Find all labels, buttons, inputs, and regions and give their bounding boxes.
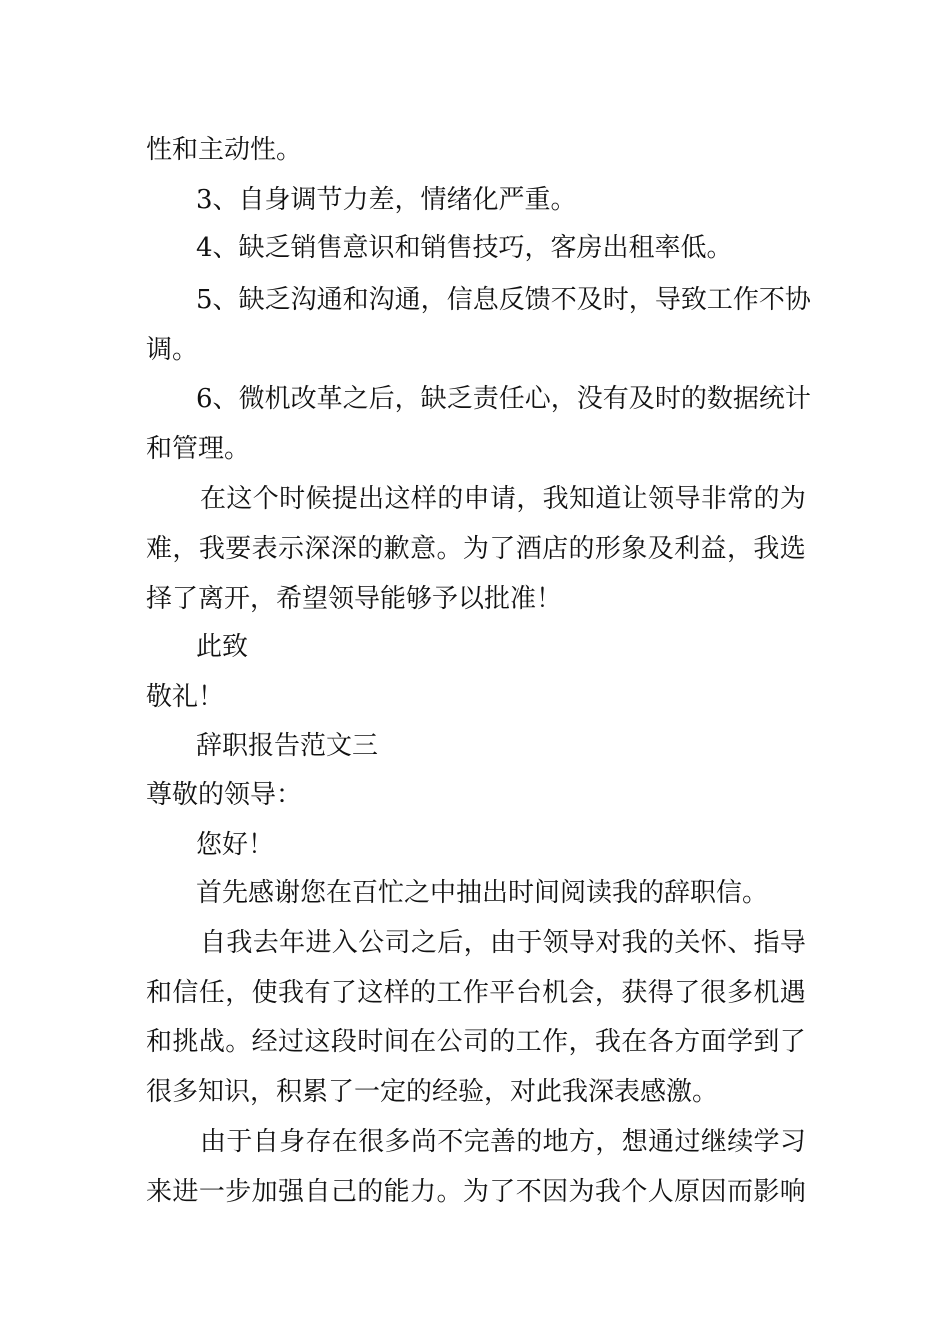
text-line: 5 、 缺 乏 沟 通 和 沟 通 ， 信 息 反 馈 不 及 时 ， 导 致 工 作 不 协 — [196, 285, 811, 315]
text-line: 和管理。 — [146, 434, 251, 464]
text-line: 在 这 个 时 候 提 出 这 样 的 申 请 ， 我 知 道 让 领 导 非 常 的 为 — [200, 484, 806, 514]
text-line: 择了离开，希望领导能够予以批准！ — [146, 584, 563, 614]
text-line: 来 进 一 步 加 强 自 己 的 能 力 。 为 了 不 因 为 我 个 人 原 因 而 影 响 — [146, 1177, 806, 1207]
text-line: 很多知识，积累了一定的经验，对此我深表感激。 — [146, 1077, 719, 1107]
text-line: 由 于 自 身 存 在 很 多 尚 不 完 善 的 地 方 ， 想 通 过 继 续 学 习 — [200, 1127, 806, 1157]
section-title: 辞职报告范文三 — [196, 731, 379, 761]
text-line: 和 信 任 ， 使 我 有 了 这 样 的 工 作 平 台 机 会 ， 获 得 了 很 多 机 遇 — [146, 978, 806, 1008]
text-line: 和 挑 战 。 经 过 这 段 时 间 在 公 司 的 工 作 ， 我 在 各 方 面 学 到 了 — [146, 1027, 806, 1057]
text-line: 性和主动性。 — [146, 135, 303, 165]
text-line: 此致 — [196, 632, 249, 662]
text-line: 4、缺乏销售意识和销售技巧，客房出租率低。 — [196, 233, 733, 263]
text-line: 6 、 微 机 改 革 之 后 ， 缺 乏 责 任 心 ， 没 有 及 时 的 数 据 统 计 — [196, 384, 811, 414]
text-line: 自 我 去 年 进 入 公 司 之 后 ， 由 于 领 导 对 我 的 关 怀 、 指 导 — [200, 928, 806, 958]
text-line: 首先感谢您在百忙之中抽出时间阅读我的辞职信。 — [196, 878, 769, 908]
text-line: 敬礼！ — [146, 682, 225, 712]
salutation: 尊敬的领导： — [146, 780, 303, 810]
text-line: 难 ， 我 要 表 示 深 深 的 歉 意 。 为 了 酒 店 的 形 象 及 利 益 ， 我 选 — [146, 534, 806, 564]
text-line: 3、自身调节力差，情绪化严重。 — [196, 185, 577, 215]
greeting: 您好！ — [196, 830, 275, 860]
text-line: 调。 — [146, 335, 199, 365]
